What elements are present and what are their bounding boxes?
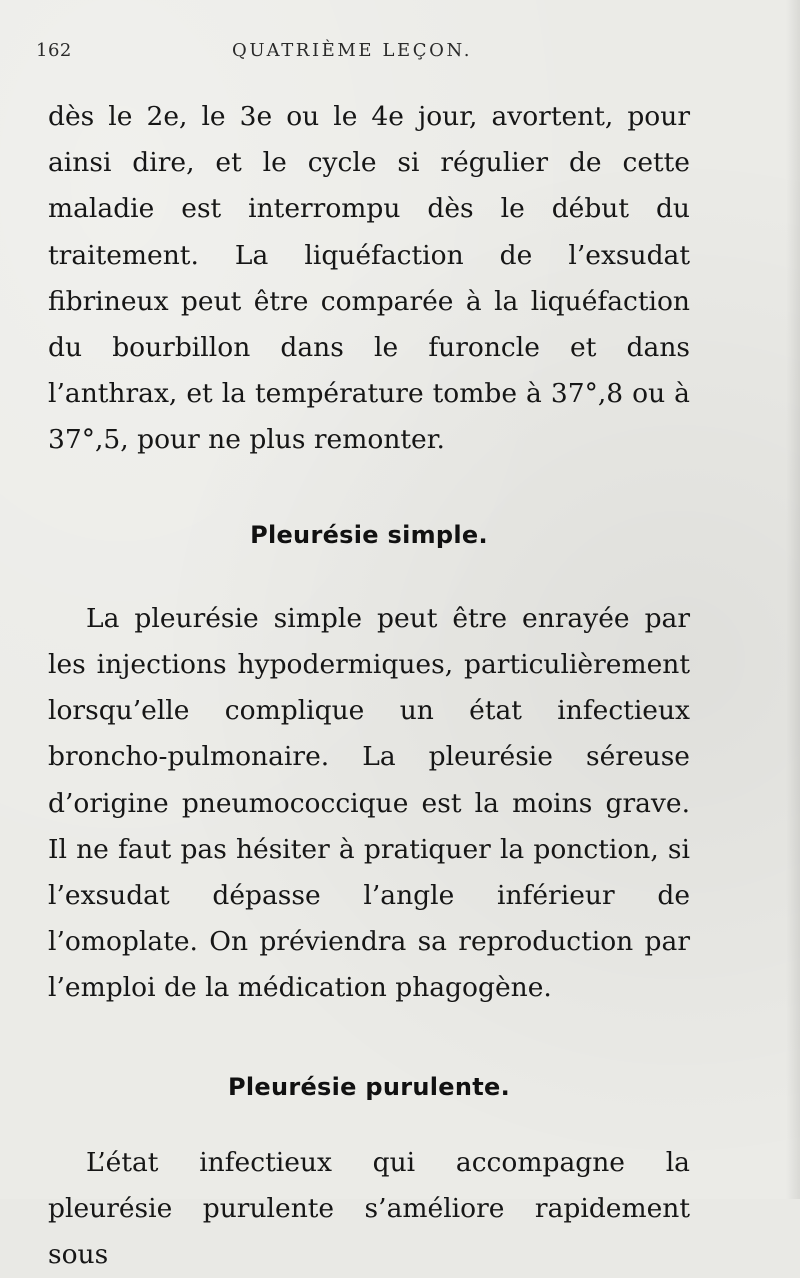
paragraph-pleuresie-simple: La pleurésie simple peut être enrayée par les injections hypodermiques, particulièrement lorsqu’elle complique un état infectieux broncho-pulmonaire. La pleurésie séreuse d’origine pneumococcique est la moins grave. Il ne faut pas hésiter à pratiquer la ponction, si l’exsudat dépasse l’angle inférieur de l’omoplate. On préviendra sa reproduction par l’emploi de la médication phagogène. xyxy=(48,602,690,1004)
page-body xyxy=(48,94,690,1278)
page-edge-shadow xyxy=(786,0,800,1199)
section-heading-pleuresie-simple: Pleurésie simple. xyxy=(250,520,488,549)
page-number: 162 xyxy=(36,40,72,61)
page-header xyxy=(36,36,736,70)
section-heading-pleuresie-purulente: Pleurésie purulente. xyxy=(227,1072,511,1101)
running-title: QUATRIÈME LEÇON. xyxy=(232,40,473,61)
paragraph-continuation: dès le 2e, le 3e ou le 4e jour, avortent, pour ainsi dire, et le cycle si régulier de cette maladie est interrompu dès le début du traitement. La liquéfaction de l’exsudat fibrineux peut être comparée à la liquéfaction du bourbillon dans le furoncle et dans l’anthrax, et la température tombe à 37°,8 ou à 37°,5, pour ne plus remonter. xyxy=(48,101,690,456)
paragraph-pleuresie-purulente: L’état infectieux qui accompagne la pleurésie purulente s’améliore rapidement sous xyxy=(48,1146,690,1271)
